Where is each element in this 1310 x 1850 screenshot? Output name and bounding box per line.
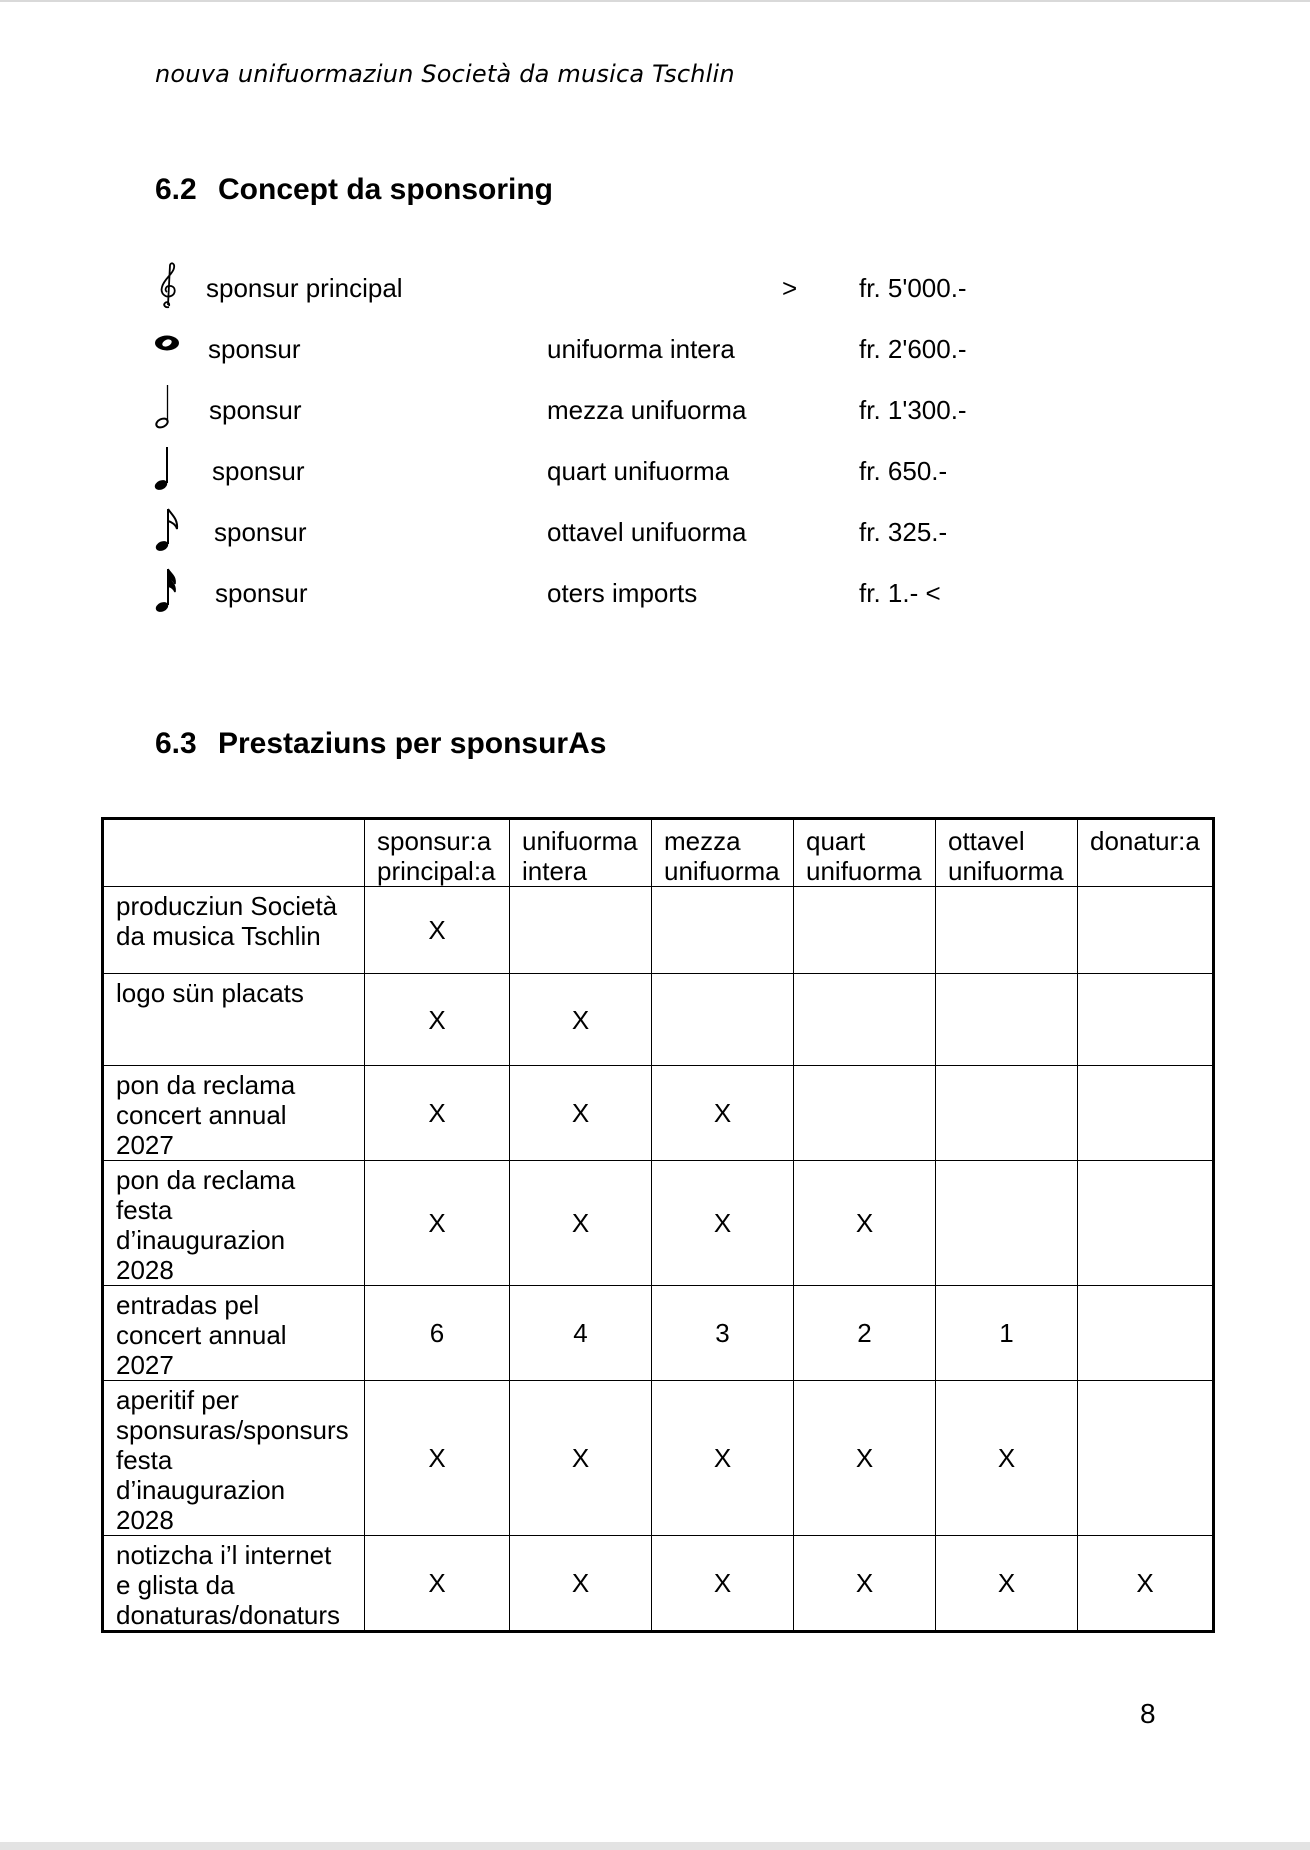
header-line: quart (806, 826, 866, 856)
tier-label: sponsur principal (206, 273, 403, 303)
tier-scope: oters imports (547, 578, 698, 608)
row-label (103, 1066, 365, 1161)
row-label-line: 2027 (116, 1130, 174, 1160)
header-line: unifuorma (948, 856, 1064, 886)
table-cell: X (936, 1381, 1078, 1536)
tier-label: sponsur (214, 517, 307, 547)
page-bottom-border (0, 1842, 1310, 1850)
row-label-line: aperitif per (116, 1385, 239, 1415)
tier-amount: fr. 5'000.- (859, 273, 967, 303)
table-cell: X (510, 974, 652, 1066)
row-label-line: entradas pel (116, 1290, 260, 1320)
header-line: unifuorma (806, 856, 922, 886)
table-cell: X (652, 1536, 794, 1632)
table-row (103, 1161, 1214, 1286)
table-cell: 1 (936, 1286, 1078, 1381)
tier-row-principal (150, 261, 1030, 311)
table-cell: X (510, 1381, 652, 1536)
row-label-line: producziun Società (116, 891, 338, 921)
table-cell (510, 887, 652, 974)
table-cell: X (365, 974, 510, 1066)
table-header-row (103, 819, 1214, 887)
row-label-line: d’inaugurazion (116, 1475, 286, 1505)
page-number: 8 (1140, 1698, 1156, 1729)
header-line: principal:a (377, 856, 496, 886)
row-label-line: festa (116, 1195, 173, 1225)
row-label (103, 1381, 365, 1536)
table-cell: 6 (365, 1286, 510, 1381)
row-label-line: 2027 (116, 1350, 174, 1380)
table-cell (794, 1066, 936, 1161)
treble-clef-icon (150, 261, 190, 311)
table-cell: X (365, 887, 510, 974)
table-cell (1078, 974, 1214, 1066)
table-cell (1078, 1286, 1214, 1381)
table-cell: X (365, 1066, 510, 1161)
tier-amount: fr. 2'600.- (859, 334, 967, 364)
table-cell: X (794, 1161, 936, 1286)
table-cell (1078, 887, 1214, 974)
row-label (103, 887, 365, 974)
tier-arrow: > (782, 273, 798, 303)
table-cell: X (365, 1381, 510, 1536)
table-cell: 4 (510, 1286, 652, 1381)
table-cell (794, 974, 936, 1066)
table-row (103, 1381, 1214, 1536)
header-cell (1078, 819, 1214, 887)
row-label-line: da musica Tschlin (116, 921, 321, 951)
section-heading-6-3 (155, 727, 606, 761)
eighth-note-icon (150, 505, 190, 555)
table-cell: X (1078, 1536, 1214, 1632)
table-row (103, 887, 1214, 974)
header-cell (936, 819, 1078, 887)
header-cell (365, 819, 510, 887)
row-label-line: 2028 (116, 1505, 174, 1535)
row-label (103, 1161, 365, 1286)
table-cell: X (794, 1536, 936, 1632)
tier-row-sixteenth (150, 566, 1030, 616)
section-heading-6-2 (155, 173, 553, 207)
table-cell: X (652, 1066, 794, 1161)
table-cell: X (510, 1161, 652, 1286)
half-note-icon (150, 383, 190, 433)
row-label-line: concert annual (116, 1100, 287, 1130)
header-line: unifuorma (522, 826, 638, 856)
row-label-line: pon da reclama (116, 1165, 296, 1195)
row-label (103, 1286, 365, 1381)
tier-row-half (150, 383, 1030, 433)
sixteenth-note-icon (150, 566, 190, 616)
tier-label: sponsur (209, 395, 302, 425)
table-row (103, 1536, 1214, 1632)
row-label-line: sponsuras/sponsurs (116, 1415, 349, 1445)
table-cell (652, 974, 794, 1066)
table-cell: X (365, 1161, 510, 1286)
row-label-line: pon da reclama (116, 1070, 296, 1100)
row-label-line: donaturas/donaturs (116, 1600, 341, 1630)
whole-note-icon (150, 322, 190, 372)
tier-amount: fr. 650.- (859, 456, 948, 486)
page-top-border (0, 0, 1310, 2)
tier-scope: unifuorma intera (547, 334, 735, 364)
header-cell (652, 819, 794, 887)
table-cell (936, 887, 1078, 974)
row-label-line: 2028 (116, 1255, 174, 1285)
tier-row-eighth (150, 505, 1030, 555)
header-cell (510, 819, 652, 887)
table-cell: X (510, 1066, 652, 1161)
header-cell (794, 819, 936, 887)
header-line: ottavel (948, 826, 1025, 856)
tier-scope: quart unifuorma (547, 456, 730, 486)
table-cell (936, 974, 1078, 1066)
tier-label: sponsur (215, 578, 308, 608)
table-row (103, 1066, 1214, 1161)
tier-row-quarter (150, 444, 1030, 494)
tier-scope: mezza unifuorma (547, 395, 747, 425)
table-cell (936, 1161, 1078, 1286)
table-cell (794, 887, 936, 974)
benefits-table (101, 817, 1215, 1633)
row-label-line: notizcha i’l internet (116, 1540, 332, 1570)
row-label (103, 1536, 365, 1632)
tier-row-whole (150, 322, 1030, 372)
table-cell: X (936, 1536, 1078, 1632)
table-cell: X (365, 1536, 510, 1632)
section-number: 6.2 (155, 173, 197, 206)
table-cell (652, 887, 794, 974)
header-cell-empty (103, 819, 365, 887)
header-line: donatur:a (1090, 826, 1200, 856)
tier-amount: fr. 1.- < (859, 578, 941, 608)
header-line: mezza (664, 826, 741, 856)
header-line: unifuorma (664, 856, 780, 886)
section-title: Prestaziuns per sponsurAs (218, 727, 607, 760)
tier-amount: fr. 325.- (859, 517, 948, 547)
header-line: sponsur:a (377, 826, 492, 856)
row-label-line: concert annual (116, 1320, 287, 1350)
tier-label: sponsur (212, 456, 305, 486)
table-cell: X (652, 1161, 794, 1286)
table-cell: 2 (794, 1286, 936, 1381)
document-header: nouva unifuormaziun Società da musica Tschlin (155, 60, 735, 88)
row-label-line: e glista da (116, 1570, 235, 1600)
table-cell (1078, 1161, 1214, 1286)
tier-label: sponsur (208, 334, 301, 364)
table-cell (936, 1066, 1078, 1161)
row-label-line: d’inaugurazion (116, 1225, 286, 1255)
row-label-line: logo sün placats (116, 978, 304, 1008)
table-cell (1078, 1381, 1214, 1536)
row-label (103, 974, 365, 1066)
table-cell: X (794, 1381, 936, 1536)
table-row (103, 974, 1214, 1066)
table-cell: X (510, 1536, 652, 1632)
table-cell: X (652, 1381, 794, 1536)
row-label-line: festa (116, 1445, 173, 1475)
section-title: Concept da sponsoring (218, 173, 554, 206)
table-cell (1078, 1066, 1214, 1161)
header-line: intera (522, 856, 588, 886)
table-row (103, 1286, 1214, 1381)
tier-scope: ottavel unifuorma (547, 517, 747, 547)
quarter-note-icon (150, 444, 190, 494)
tier-amount: fr. 1'300.- (859, 395, 967, 425)
table-cell: 3 (652, 1286, 794, 1381)
section-number: 6.3 (155, 727, 197, 760)
